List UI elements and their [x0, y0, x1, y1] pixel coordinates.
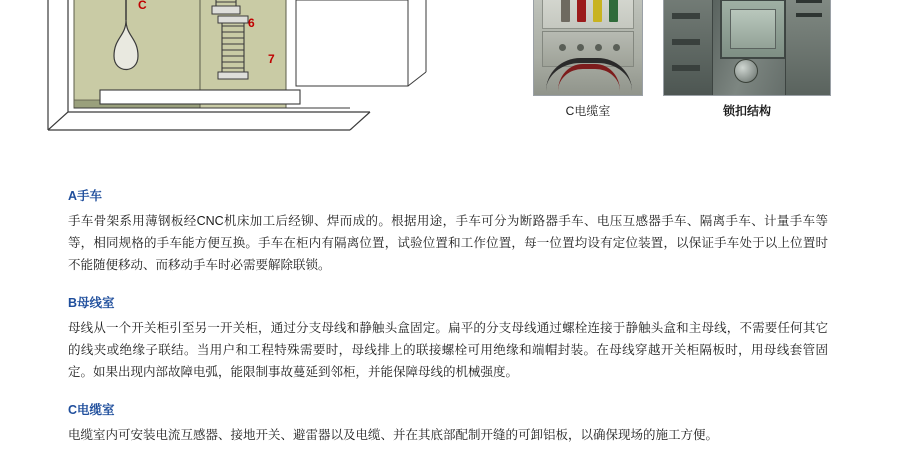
- section-cable-room: [68, 400, 828, 446]
- diagram-label-7: 7: [268, 52, 275, 66]
- lock-face-plate: [720, 0, 786, 59]
- article-body: [68, 186, 828, 463]
- section-cable-room-text: 电缆室内可安装电流互感器、接地开关、避雷器以及电缆、并在其底部配制开缝的可卸铝板，以确保现场的施工方便。: [68, 428, 719, 442]
- contact-point-3: [595, 44, 602, 51]
- top-illustration-area: [0, 0, 900, 160]
- diagram-label-6: 6: [248, 16, 255, 30]
- busbar-phase-1: [561, 0, 570, 22]
- section-handcart-text: 手车骨架系用薄钢板经CNC机床加工后经铆、焊而成的。根据用途，手车可分为断路器手车、电压互感器手车、隔离手车、计量手车等等，相同规格的手车能方便互换。手车在柜内有隔离位置，试验位置和工作位置，每一位置均设有定位装置，以保证手车处于以上位置时不能随便移动、而移动手车时必需要解除联锁。: [68, 214, 828, 272]
- busbar-phase-3: [593, 0, 602, 22]
- photo-cable-room-caption: C电缆室: [565, 104, 611, 118]
- busbar-phase-4: [609, 0, 618, 22]
- lock-rail-3: [672, 39, 700, 45]
- busbar-phase-2: [577, 0, 586, 22]
- photo-cable-room: [533, 0, 643, 119]
- contact-point-4: [613, 44, 620, 51]
- lock-knob: [734, 59, 758, 83]
- contact-point-1: [559, 44, 566, 51]
- lock-slot-2: [796, 0, 822, 3]
- diagram-label-c: C: [138, 0, 147, 12]
- photo-lock-structure: [663, 0, 831, 119]
- lock-left-frame: [664, 0, 713, 95]
- lock-rail-2: [672, 13, 700, 19]
- section-busbar-room: [68, 293, 828, 383]
- section-cable-room-title: C电缆室: [68, 403, 115, 417]
- lock-rail-4: [672, 65, 700, 71]
- section-busbar-room-text: 母线从一个开关柜引至另一开关柜，通过分支母线和静触头盒固定。扁平的分支母线通过螺栓连接于静触头盒和主母线，不需要任何其它的线夹或绝缘子联结。当用户和工程特殊需要时，母线排上的联接螺栓可用绝缘和端帽封装。在母线穿越开关柜隔板时，用母线套管固定。如果出现内部故障电弧，能限制事故蔓延到邻柜，并能保障母线的机械强度。: [68, 321, 828, 379]
- lock-slot-3: [796, 13, 822, 17]
- section-busbar-room-title: B母线室: [68, 296, 115, 310]
- photo-cable-room-image: [533, 0, 643, 96]
- section-handcart: [68, 186, 828, 276]
- photo-lock-structure-caption: 锁扣结构: [722, 104, 771, 118]
- photo-lock-structure-image: [663, 0, 831, 96]
- cabinet-line-drawing: [40, 0, 440, 140]
- contact-point-2: [577, 44, 584, 51]
- switchgear-cabinet-diagram: [40, 0, 440, 140]
- busbar-panel: [542, 0, 634, 29]
- lock-right-frame: [785, 0, 830, 95]
- lock-face-plate-inner: [730, 9, 776, 49]
- section-handcart-title: A手车: [68, 189, 103, 203]
